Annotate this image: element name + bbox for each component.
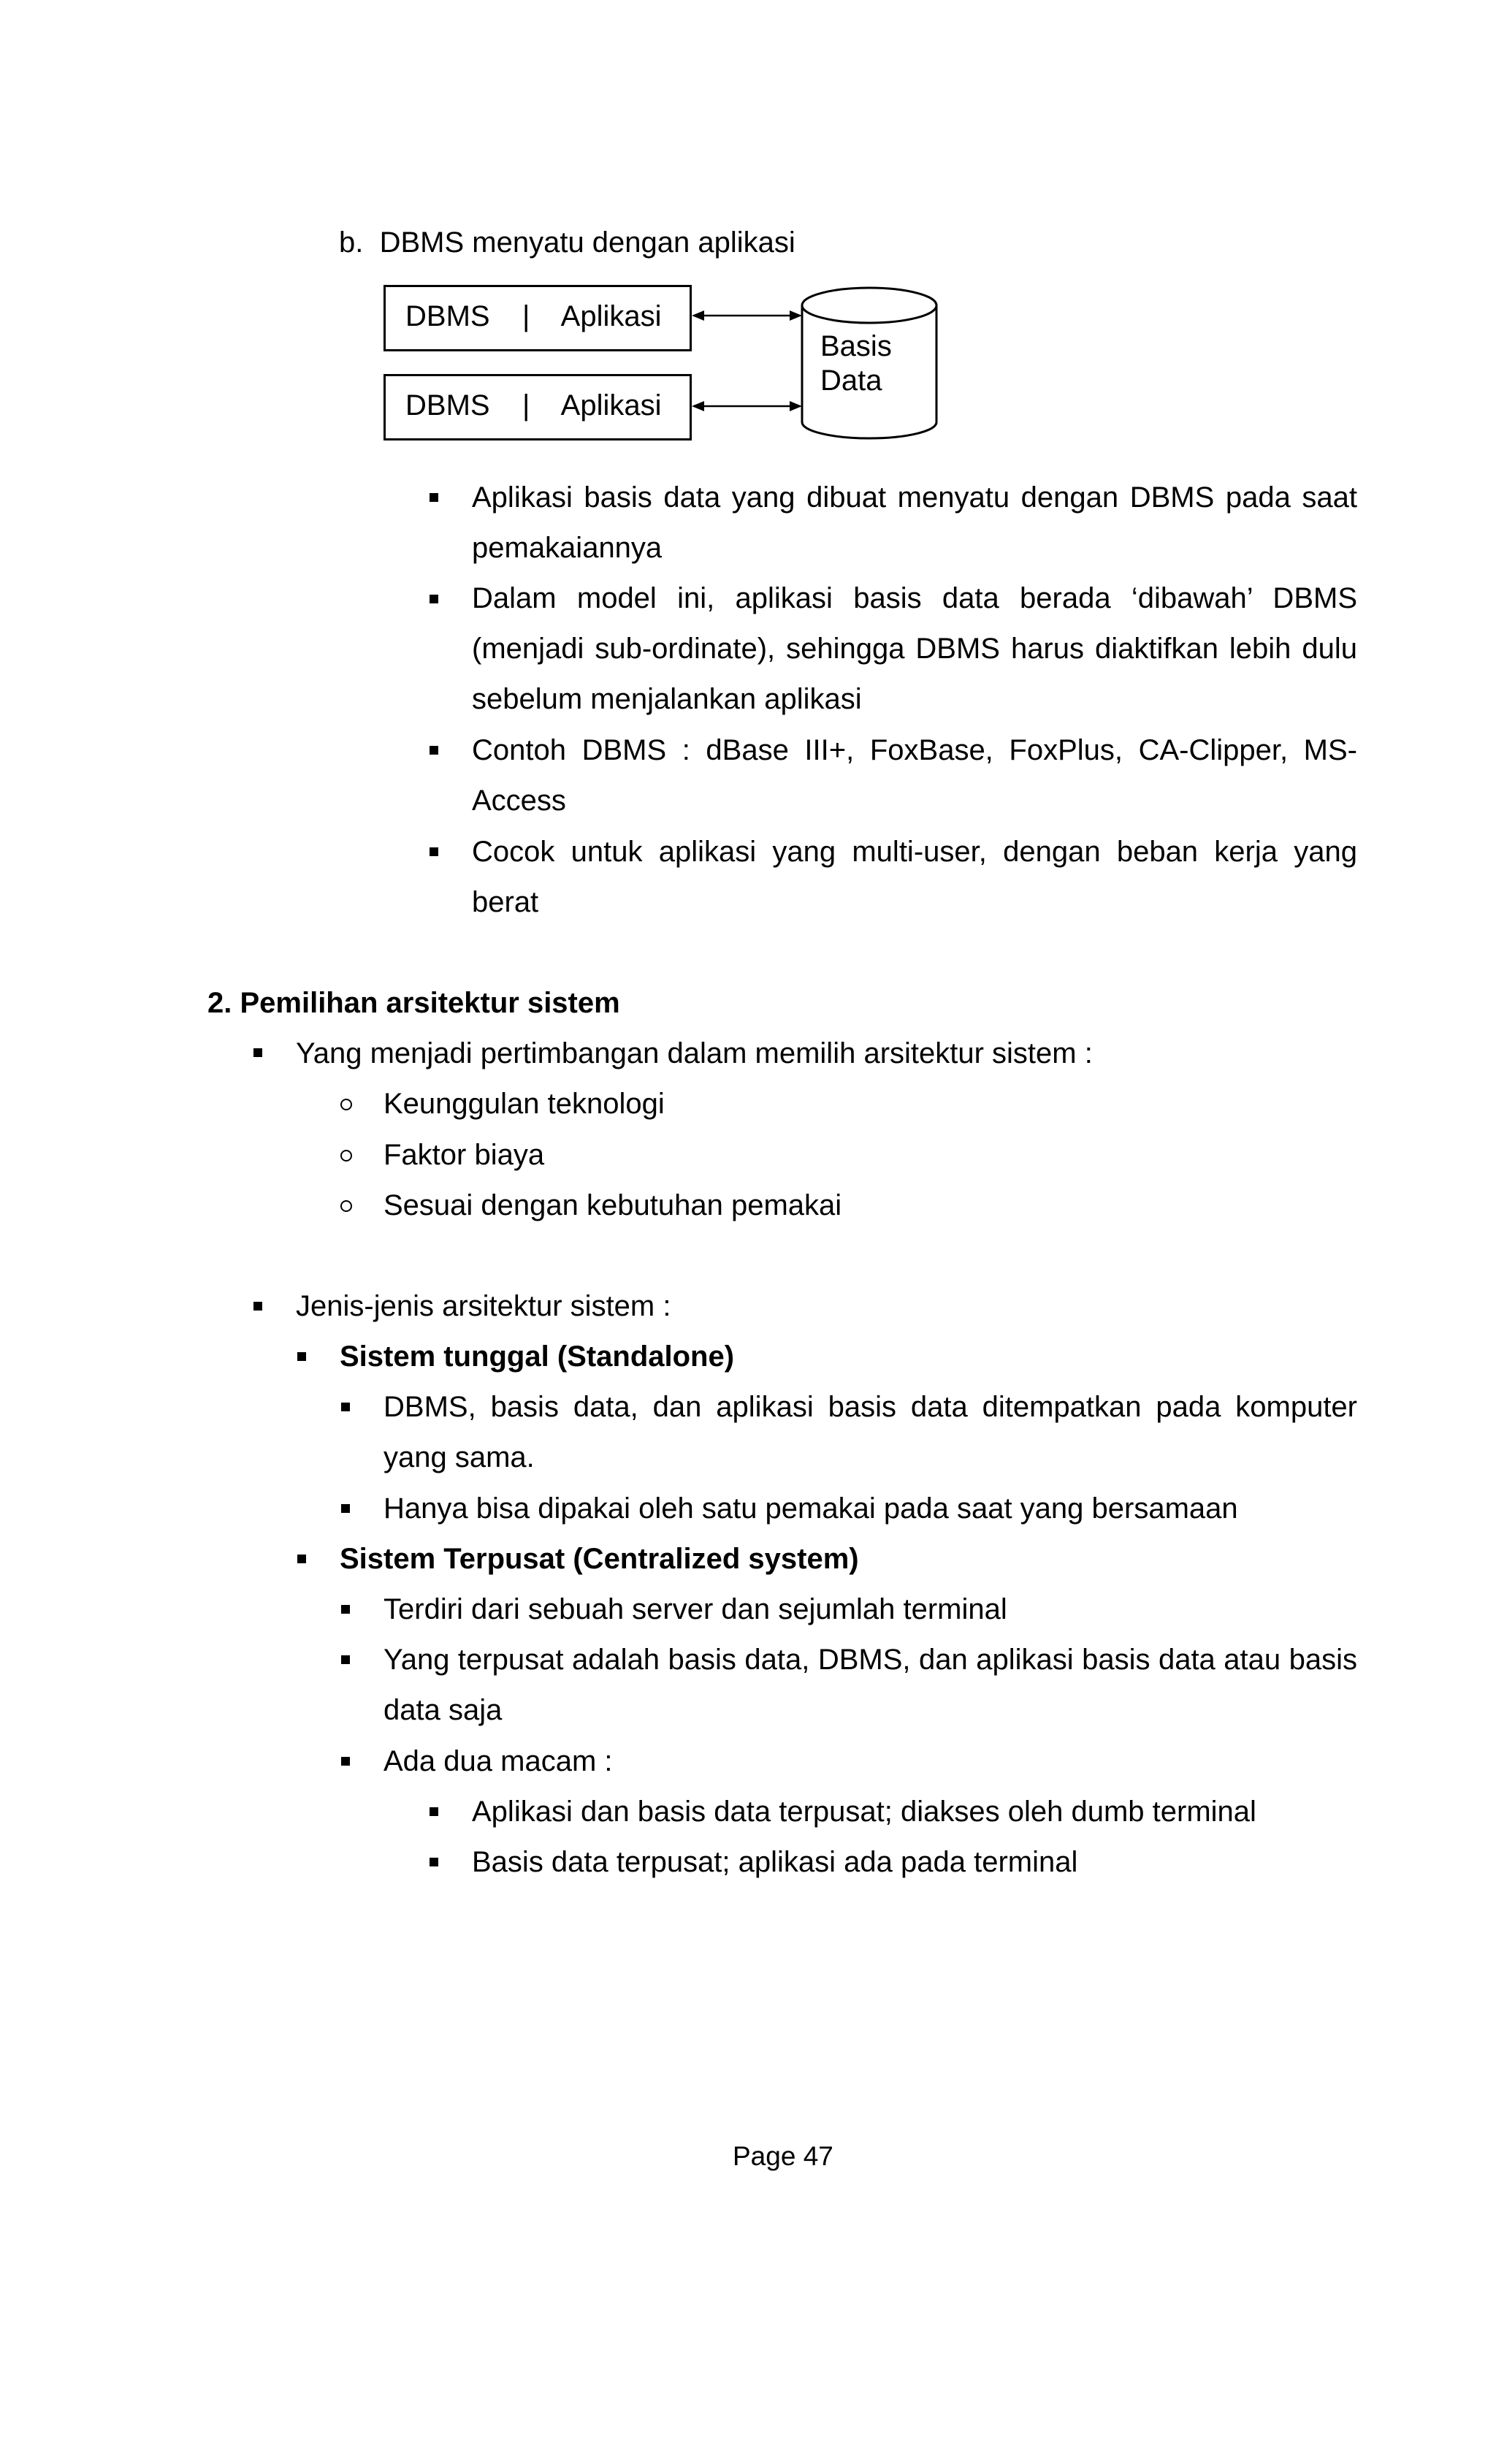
centralized-item-2: Yang terpusat adalah basis data, DBMS, dan aplikasi basis data atau basis data saja [383,1644,1357,1726]
bullet-square-icon [341,1757,350,1766]
bullet-square-icon [341,1403,350,1411]
bullet-square-icon [253,1048,262,1057]
bullet-square-icon [341,1504,350,1513]
bullet-circle-icon [340,1099,352,1110]
section-b-bullet-2: Dalam model ini, aplikasi basis data berada ‘dibawah’ DBMS (menjadi sub-ordinate), sehingga DBMS harus diaktifkan lebih dulu sebelum menjalankan aplikasi [472,582,1357,715]
bullet-square-icon [341,1605,350,1614]
section-b-bullet-3: Contoh DBMS : dBase III+, FoxBase, FoxPlus, CA-Clipper, MS-Access [472,734,1357,817]
bullet-square-icon [297,1352,306,1361]
jenis-intro: Jenis-jenis arsitektur sistem : [296,1290,671,1322]
bullet-square-icon [430,746,438,755]
bullet-square-icon [430,595,438,603]
diagram-graphics [0,0,1496,511]
section-b-heading: b. DBMS menyatu dengan aplikasi [339,226,795,259]
macam-item-1: Aplikasi dan basis data terpusat; diakses oleh dumb terminal [472,1796,1256,1828]
database-label-line2: Data [820,365,882,397]
centralized-item-3: Ada dua macam : [383,1745,613,1777]
double-arrow-icon-1 [692,310,802,321]
pertimbangan-intro: Yang menjadi pertimbangan dalam memilih arsitektur sistem : [296,1037,1093,1069]
bullet-square-icon [297,1555,306,1563]
section-b-bullet-1: Aplikasi basis data yang dibuat menyatu dengan DBMS pada saat pemakaiannya [472,481,1357,564]
bullet-square-icon [253,1302,262,1311]
centralized-item-1: Terdiri dari sebuah server dan sejumlah terminal [383,1593,1007,1625]
dbms-app-box-1-label: DBMS | Aplikasi [405,300,662,332]
bullet-square-icon [430,1807,438,1816]
bullet-circle-icon [340,1150,352,1162]
page-number: Page 47 [733,2141,833,2171]
pertimbangan-item-2: Faktor biaya [383,1139,545,1171]
section-b-bullet-4: Cocok untuk aplikasi yang multi-user, dengan beban kerja yang berat [472,836,1357,918]
standalone-item-2: Hanya bisa dipakai oleh satu pemakai pada saat yang bersamaan [383,1492,1238,1525]
macam-item-2: Basis data terpusat; aplikasi ada pada terminal [472,1846,1078,1878]
bullet-circle-icon [340,1200,352,1212]
standalone-title: Sistem tunggal (Standalone) [340,1340,735,1373]
centralized-title: Sistem Terpusat (Centralized system) [340,1543,859,1575]
bullet-square-icon [430,493,438,502]
bullet-square-icon [430,1858,438,1866]
bullet-square-icon [341,1655,350,1664]
bullet-square-icon [430,847,438,856]
dbms-app-box-2-label: DBMS | Aplikasi [405,389,662,422]
standalone-item-1: DBMS, basis data, dan aplikasi basis data ditempatkan pada komputer yang sama. [383,1391,1357,1473]
section-2-heading: 2. Pemilihan arsitektur sistem [207,987,620,1019]
pertimbangan-item-3: Sesuai dengan kebutuhan pemakai [383,1189,842,1221]
database-label-line1: Basis [820,330,892,362]
pertimbangan-item-1: Keunggulan teknologi [383,1088,665,1120]
double-arrow-icon-2 [692,401,802,411]
